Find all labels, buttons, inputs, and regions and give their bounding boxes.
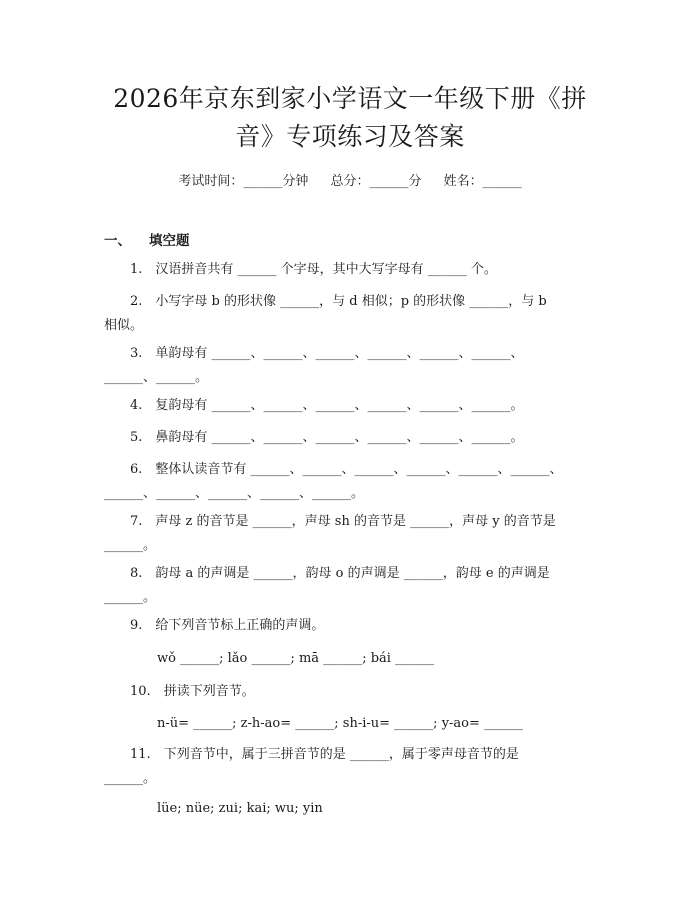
question-number: 8. xyxy=(130,566,143,581)
question-text: 复韵母有 ______、______、______、______、______、______。 xyxy=(155,398,524,413)
question-number: 4. xyxy=(130,398,143,413)
question-number: 1. xyxy=(130,262,143,277)
question-text: 韵母 a 的声调是 ______，韵母 o 的声调是 ______，韵母 e 的声调是 xyxy=(155,566,550,581)
question-text: 声母 z 的音节是 ______，声母 sh 的音节是 ______，声母 y 的音节是 xyxy=(155,514,556,529)
question-3 xyxy=(104,342,596,390)
question-1 xyxy=(104,258,596,282)
exam-info xyxy=(0,170,700,189)
question-text: 汉语拼音共有 ______ 个字母，其中大写字母有 ______ 个。 xyxy=(155,262,497,277)
question-text-cont: ______、______。 xyxy=(104,370,209,385)
question-5 xyxy=(104,426,596,450)
question-text: 下列音节中，属于三拼音节的是 ______，属于零声母音节的是 xyxy=(163,747,519,762)
title-line-2: 音》专项练习及答案 xyxy=(235,122,465,151)
question-number: 7. xyxy=(130,514,143,529)
section-heading xyxy=(104,229,190,249)
question-8 xyxy=(104,562,596,610)
question-10 xyxy=(104,680,596,704)
student-name: 姓名：______ xyxy=(443,174,522,189)
question-text-cont: 相似。 xyxy=(104,318,144,333)
exam-score: 总分：______分 xyxy=(330,174,422,189)
question-number: 2. xyxy=(130,294,143,309)
question-number: 11. xyxy=(130,747,151,762)
question-text: 单韵母有 ______、______、______、______、______、______、 xyxy=(155,346,524,361)
question-number: 3. xyxy=(130,346,143,361)
question-text: 拼读下列音节。 xyxy=(163,684,255,699)
question-9-items: wǒ ______; lǎo ______; mā ______; bái ______ xyxy=(157,651,435,666)
question-9 xyxy=(104,614,596,638)
question-number: 6. xyxy=(130,462,143,477)
question-10-items: n-ü= ______; z-h-ao= ______; sh-i-u= ______; y-ao= ______ xyxy=(157,716,524,731)
question-number: 5. xyxy=(130,430,143,445)
question-text: 鼻韵母有 ______、______、______、______、______、______。 xyxy=(155,430,524,445)
question-11 xyxy=(104,743,596,791)
title-line-1: 2026年京东到家小学语文一年级下册《拼 xyxy=(113,84,587,113)
section-number: 一、 xyxy=(104,233,131,249)
question-11-items: lüe; nüe; zui; kai; wu; yin xyxy=(157,801,323,816)
question-number: 9. xyxy=(130,618,143,633)
question-number: 10. xyxy=(130,684,151,699)
exam-time: 考试时间：______分钟 xyxy=(178,174,309,189)
section-label: 填空题 xyxy=(149,233,190,249)
question-text: 小写字母 b 的形状像 ______，与 d 相似；p 的形状像 ______，与 b xyxy=(155,294,547,309)
question-text-cont: ______。 xyxy=(104,771,157,786)
question-text-cont: ______、______、______、______、______。 xyxy=(104,486,365,501)
document-title xyxy=(80,80,620,156)
question-6 xyxy=(104,458,596,506)
question-text: 整体认读音节有 ______、______、______、______、______、______、 xyxy=(155,462,563,477)
question-text-cont: ______。 xyxy=(104,538,157,553)
question-2 xyxy=(104,290,596,338)
question-4 xyxy=(104,394,596,418)
question-7 xyxy=(104,510,596,558)
question-text-cont: ______。 xyxy=(104,590,157,605)
question-text: 给下列音节标上正确的声调。 xyxy=(155,618,325,633)
